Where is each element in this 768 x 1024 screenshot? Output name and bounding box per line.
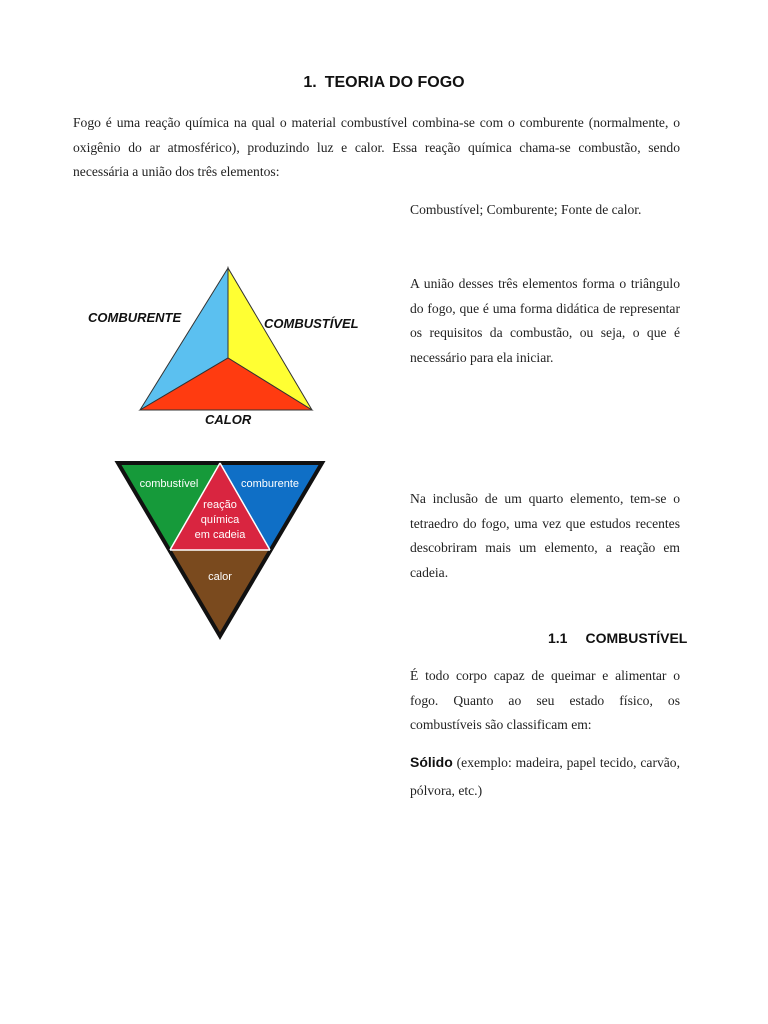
subsection-title: COMBUSTÍVEL bbox=[585, 630, 688, 646]
label-combustivel: COMBUSTÍVEL bbox=[264, 316, 359, 331]
label-comburente: COMBURENTE bbox=[88, 310, 182, 325]
page-title bbox=[0, 74, 768, 92]
combustivel-paragraph: É todo corpo capaz de queimar e alimentar o fogo. Quanto ao seu estado físico, os combustíveis são classificam em: bbox=[410, 668, 680, 732]
tetra-label-comburente: comburente bbox=[240, 478, 300, 490]
solido-paragraph bbox=[410, 748, 680, 805]
tetrahedron-paragraph: Na inclusão de um quarto elemento, tem-se o tetraedro do fogo, uma vez que estudos recentes descobriram mais um elemento, a reação em cadeia. bbox=[410, 491, 680, 580]
intro-paragraph: Fogo é uma reação química na qual o material combustível combina-se com o comburente (normalmente, o oxigênio do ar atmosférico), produzindo luz e calor. Essa reação química chama-se combustão, sendo necessária a união dos três elementos: bbox=[73, 115, 680, 179]
solido-text: (exemplo: madeira, papel tecido, carvão, pólvora, etc.) bbox=[410, 755, 680, 798]
elements-line: Combustível; Comburente; Fonte de calor. bbox=[410, 202, 642, 217]
solido-label: Sólido bbox=[410, 754, 453, 770]
label-calor: CALOR bbox=[205, 412, 252, 427]
tetra-label-combustivel: combustível bbox=[139, 478, 199, 490]
title-number: 1. bbox=[303, 74, 317, 91]
tetra-label-reacao-3: em cadeia bbox=[194, 529, 246, 541]
tetra-label-calor: calor bbox=[208, 571, 232, 583]
triangle-paragraph: A união desses três elementos forma o triângulo do fogo, que é uma forma didática de representar os requisitos da combustão, ou seja, o que é necessário para ela iniciar. bbox=[410, 276, 680, 365]
fire-tetrahedron-diagram bbox=[112, 458, 328, 642]
subsection-heading bbox=[548, 630, 687, 646]
fire-triangle-diagram bbox=[80, 260, 380, 435]
title-text: TEORIA DO FOGO bbox=[324, 74, 465, 91]
subsection-number: 1.1 bbox=[548, 630, 568, 646]
tetra-calor-face bbox=[170, 550, 270, 636]
tetra-label-reacao-2: química bbox=[200, 514, 240, 526]
tetra-label-reacao-1: reação bbox=[203, 499, 237, 511]
